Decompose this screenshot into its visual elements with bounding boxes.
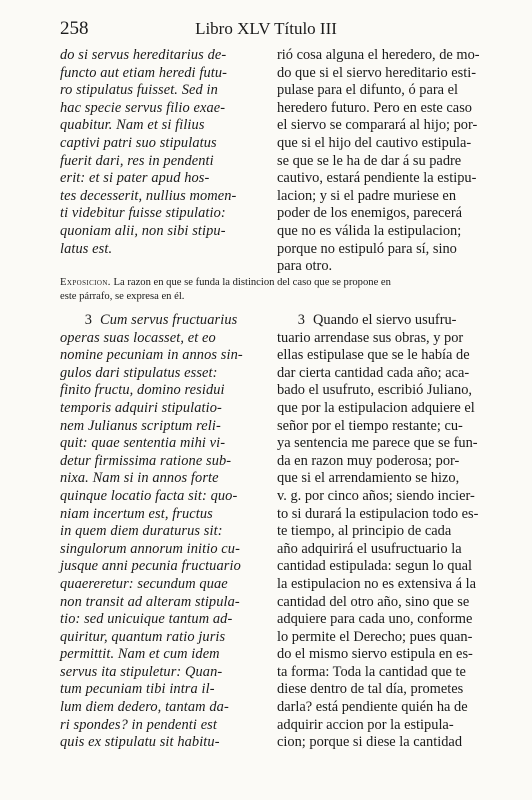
text-line: do que si el siervo hereditario esti-	[277, 64, 477, 81]
text-line: functo aut etiam heredi futu-	[60, 64, 228, 81]
text-line: el siervo se comparará al hijo; por-	[277, 117, 478, 134]
text-line: quit: quae sententia mihi vi-	[60, 435, 226, 452]
page-header	[60, 18, 472, 42]
latin-column-a	[60, 47, 265, 258]
text-line: quinque locatio facta sit: quo-	[60, 487, 238, 504]
text-line: detur firmissima ratione sub-	[60, 452, 232, 469]
text-line: pulase para el difunto, ó para el	[277, 82, 459, 99]
text-line: cantidad estipulada: segun lo qual	[277, 558, 473, 575]
text-line: da en razon muy poderosa; por-	[277, 452, 460, 469]
text-line	[60, 312, 265, 330]
text-line: lo permite el Derecho; pues quan-	[277, 628, 473, 645]
text-line: nomine pecuniam in annos sin-	[60, 347, 243, 364]
text-line: quaereretur: secundum quae	[60, 575, 228, 592]
text-line: porque no estipuló para sí, sino	[277, 240, 457, 257]
text-line: que si el hijo del cautivo estipula-	[277, 134, 472, 151]
text-line: cantidad del otro año, sino que se	[277, 593, 470, 610]
spanish-column-a	[277, 47, 480, 276]
text-line-content: Cum servus fructuarius	[100, 312, 238, 328]
text-line: que por la estipulacion adquiere el	[277, 399, 475, 416]
text-line: tuario arrendase sus obras, y por	[277, 329, 464, 346]
text-line: que no es válida la estipulacion;	[277, 222, 462, 239]
text-line: nixa. Nam si in annos forte	[60, 470, 219, 487]
text-line: captivi patri suo stipulatus	[60, 134, 217, 151]
text-line: se que se le ha de dar á su padre	[277, 152, 462, 169]
text-line: para otro.	[277, 258, 333, 275]
page-number: 258	[60, 18, 89, 39]
text-line	[277, 312, 473, 330]
text-line: in quem diem duraturus sit:	[60, 523, 223, 540]
text-line: heredero futuro. Pero en este caso	[277, 99, 472, 116]
text-line: v. g. por cinco años; siendo incier-	[277, 487, 475, 504]
text-line: erit: et si pater apud hos-	[60, 170, 210, 187]
text-line: la estipulacion no es extensiva á la	[277, 575, 477, 592]
text-line: operas suas locasset, et eo	[60, 329, 216, 346]
text-line: ellas estipulase que se le había de	[277, 347, 470, 364]
text-line: bado el usufruto, escribió Juliano,	[277, 382, 473, 399]
text-line: quabitur. Nam et si filius	[60, 117, 205, 134]
text-line: ta forma: Toda la cantidad que te	[277, 663, 466, 680]
text-line: cion; porque si diese la cantidad	[277, 734, 463, 751]
text-line: hac specie servus filio exae-	[60, 99, 226, 116]
running-title: Libro XLV Título III	[195, 19, 337, 38]
exposicion-note	[60, 276, 480, 303]
text-line: ya sentencia me parece que se fun-	[277, 435, 478, 452]
text-line: quis ex stipulatu sit habitu-	[60, 734, 220, 751]
text-line: rió cosa alguna el heredero, de mo-	[277, 47, 480, 63]
text-line: adquirir accion por la estipula-	[277, 716, 454, 733]
text-line: poder de los enemigos, parecerá	[277, 205, 462, 222]
text-line: nem Julianus scriptum reli-	[60, 417, 221, 434]
text-line: ti videbitur fuisse stipulatio:	[60, 205, 226, 222]
paragraph-number: 3	[84, 312, 92, 328]
text-line: adquiere para cada uno, conforme	[277, 611, 473, 628]
text-line: diese dentro de tal día, prometes	[277, 681, 464, 698]
text-line: do el mismo siervo estipula en es-	[277, 646, 473, 663]
text-line: que si el arrendamiento se hizo,	[277, 470, 460, 487]
text-line: tum pecuniam tibi intra il-	[60, 681, 215, 698]
text-line: niam incertum est, fructus	[60, 505, 213, 522]
exposicion-text: La razon en que se funda la distincion del caso que se propone en	[113, 277, 391, 288]
text-line: servus ita stipuletur: Quan-	[60, 663, 223, 680]
text-line: lacion; y si el padre muriese en	[277, 187, 457, 204]
text-line: gulos dari stipulatus esset:	[60, 364, 218, 381]
text-line: non transit ad alteram stipula-	[60, 593, 240, 610]
text-line: singulorum annorum initio cu-	[60, 540, 240, 557]
text-line-content: Quando el siervo usufru-	[313, 312, 457, 328]
text-line: temporis adquiri stipulatio-	[60, 399, 222, 416]
exposicion-text: este párrafo, se expresa en él.	[60, 290, 185, 302]
text-line: fuerit dari, res in pendenti	[60, 152, 214, 169]
text-line: quiritur, quantum ratio juris	[60, 628, 226, 645]
text-line: permittit. Nam et cum idem	[60, 646, 220, 663]
text-line: quoniam alii, non sibi stipu-	[60, 222, 226, 239]
text-line: año adquirirá el usufructuario la	[277, 540, 462, 557]
text-line: cautivo, estará pendiente la estipu-	[277, 170, 477, 187]
text-line: darla? está pendiente quién ha de	[277, 699, 468, 716]
paragraph-number: 3	[297, 312, 305, 328]
text-line: ri spondes? in pendenti est	[60, 716, 217, 733]
text-line: finito fructu, domino residui	[60, 382, 225, 399]
text-line: tio: sed unicuique tantum ad-	[60, 611, 233, 628]
text-line: ro stipulatus fuisset. Sed in	[60, 82, 218, 99]
text-line: tes decesserit, nullius momen-	[60, 187, 237, 204]
text-line: dar cierta cantidad cada año; aca-	[277, 364, 470, 381]
text-line: lum diem dedero, tantam da-	[60, 699, 229, 716]
exposicion-label: Exposicion.	[60, 277, 111, 288]
text-line: do si servus hereditarius de-	[60, 47, 227, 63]
text-line: te tiempo, al principio de cada	[277, 523, 452, 540]
text-line: latus est.	[60, 240, 113, 257]
text-line: jusque anni pecunia fructuario	[60, 558, 241, 575]
text-line: señor por el tiempo restante; cu-	[277, 417, 463, 434]
latin-column-b	[60, 312, 265, 752]
spanish-column-b	[277, 312, 479, 752]
text-line: to si durará la estipulacion todo es-	[277, 505, 479, 522]
